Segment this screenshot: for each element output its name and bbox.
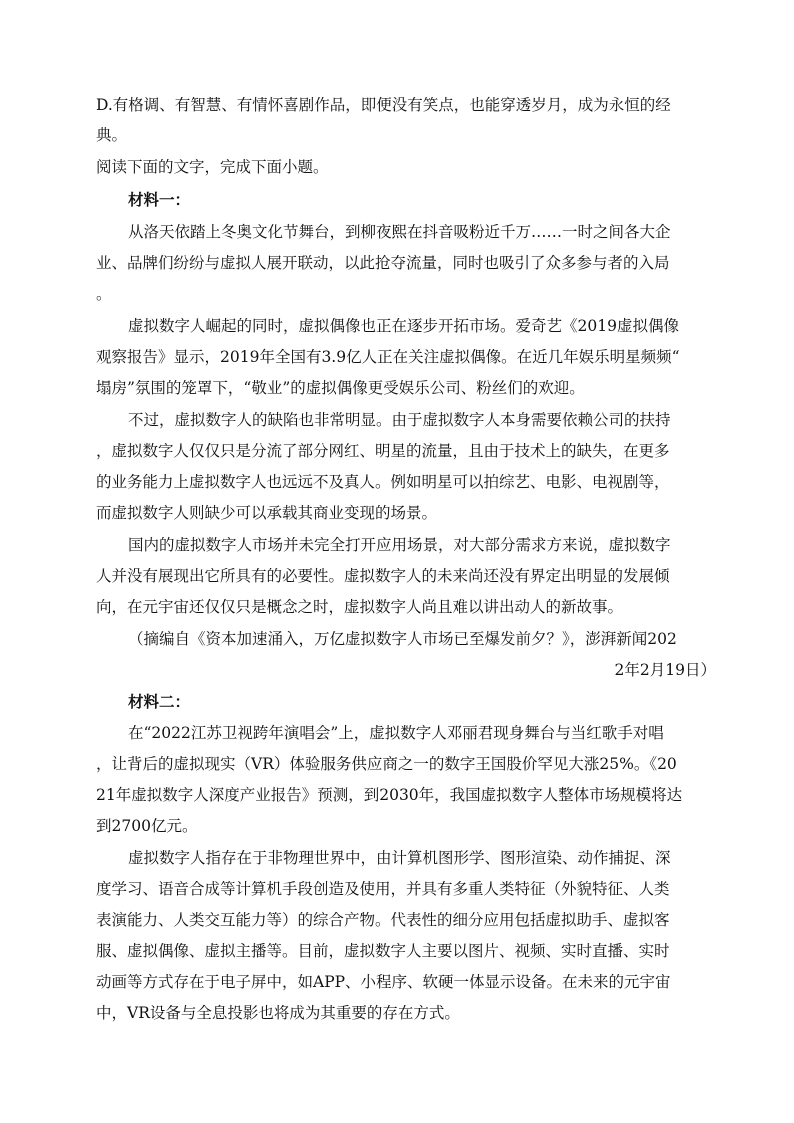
paragraph-line: 表演能力、人类交互能力等）的综合产物。代表性的细分应用包括虚拟助手、虚拟客 bbox=[96, 911, 670, 929]
paragraph-line: 中，VR设备与全息投影也将成为其重要的存在方式。 bbox=[96, 1004, 460, 1022]
paragraph-line: 向，在元宇宙还仅仅只是概念之时，虚拟数字人尚且难以讲出动人的新故事。 bbox=[96, 598, 624, 616]
source-citation-line-1: （摘编自《资本加速涌入，万亿虚拟数字人市场已至爆发前夕？》，澎湃新闻202 bbox=[128, 630, 677, 648]
material-two-heading: 材料二： bbox=[128, 692, 191, 711]
paragraph-line: 业、品牌们纷纷与虚拟人展开联动，以此抢夺流量，同时也吸引了众多参与者的入局 bbox=[96, 254, 670, 272]
paragraph-line: 。 bbox=[96, 285, 112, 303]
paragraph-line: 到2700亿元。 bbox=[96, 817, 198, 835]
paragraph-line: 虚拟数字人崛起的同时，虚拟偶像也正在逐步开拓市场。爱奇艺《2019虚拟偶像 bbox=[128, 317, 679, 335]
source-citation-line-2: 2年2月19日） bbox=[614, 661, 716, 679]
option-d-line-1: D.有格调、有智慧、有情怀喜剧作品，即便没有笑点，也能穿透岁月，成为永恒的经 bbox=[96, 96, 671, 114]
paragraph-line: 观察报告》显示，2019年全国有3.9亿人正在关注虚拟偶像。在近几年娱乐明星频频“ bbox=[96, 348, 680, 366]
paragraph-line: 国内的虚拟数字人市场并未完全打开应用场景，对大部分需求方来说，虚拟数字 bbox=[128, 536, 671, 554]
paragraph-line: 虚拟数字人指存在于非物理世界中，由计算机图形学、图形渲染、动作捕捉、深 bbox=[128, 849, 671, 867]
option-d-line-2: 典。 bbox=[96, 126, 128, 144]
paragraph-line: 动画等方式存在于电子屏中，如APP、小程序、软硬一体显示设备。在未来的元宇宙 bbox=[96, 973, 671, 991]
paragraph-line: 在“2022江苏卫视跨年演唱会”上，虚拟数字人邓丽君现身舞台与当红歌手对唱 bbox=[128, 724, 664, 742]
paragraph-line: 度学习、语音合成等计算机手段创造及使用，并具有多重人类特征（外貌特征、人类 bbox=[96, 880, 670, 898]
paragraph-line: 人并没有展现出它所具有的必要性。虚拟数字人的未来尚还没有界定出明显的发展倾 bbox=[96, 567, 670, 585]
reading-instruction: 阅读下面的文字，完成下面小题。 bbox=[96, 158, 329, 176]
paragraph-line: ，让背后的虚拟现实（VR）体验服务供应商之一的数字王国股价罕见大涨25%。《20 bbox=[96, 755, 677, 773]
paragraph-line: 从洛天依踏上冬奥文化节舞台，到柳夜熙在抖音吸粉近千万……一时之间各大企 bbox=[128, 223, 671, 241]
paragraph-line: 21年虚拟数字人深度产业报告》预测，到2030年，我国虚拟数字人整体市场规模将达 bbox=[96, 786, 683, 804]
paragraph-line: 的业务能力上虚拟数字人也远远不及真人。例如明星可以拍综艺、电影、电视剧等， bbox=[96, 473, 670, 491]
paragraph-line: 服、虚拟偶像、虚拟主播等。目前，虚拟数字人主要以图片、视频、实时直播、实时 bbox=[96, 942, 670, 960]
paragraph-line: ，虚拟数字人仅仅只是分流了部分网红、明星的流量，且由于技术上的缺失，在更多 bbox=[96, 442, 670, 460]
paragraph-line: 塌房”氛围的笼罩下，“敬业”的虚拟偶像更受娱乐公司、粉丝们的欢迎。 bbox=[96, 379, 585, 397]
paragraph-line: 而虚拟数字人则缺少可以承载其商业变现的场景。 bbox=[96, 504, 438, 522]
material-one-heading: 材料一： bbox=[128, 190, 191, 209]
paragraph-line: 不过，虚拟数字人的缺陷也非常明显。由于虚拟数字人本身需要依赖公司的扶持 bbox=[128, 411, 671, 429]
